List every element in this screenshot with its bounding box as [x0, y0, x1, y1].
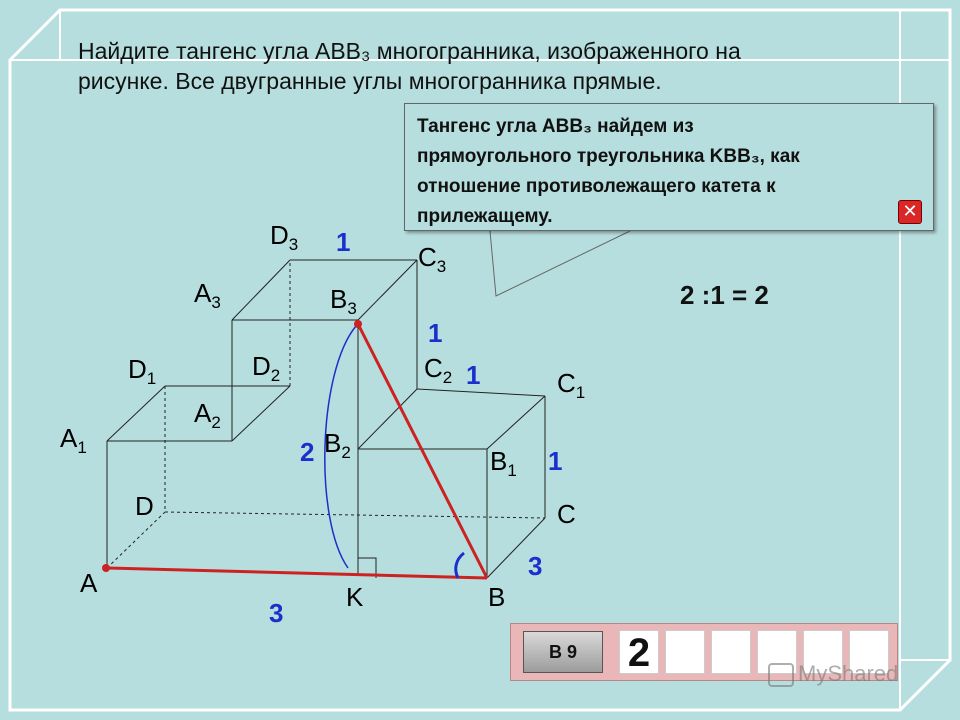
edge-length-c2c1: 1: [466, 360, 481, 390]
edge-a2-d2: [232, 386, 290, 441]
edge-length-b3c2: 1: [428, 318, 443, 348]
label-c3: $C_3$: [418, 242, 447, 276]
edge-b3-c3: [358, 260, 417, 320]
edge-length-ab: 3: [269, 598, 284, 628]
label-b3: $B_3$: [330, 284, 357, 318]
label-b1: $B_1$: [490, 446, 517, 480]
watermark: [768, 656, 928, 692]
edge-length-kb3: 2: [300, 437, 315, 467]
segment-ab: [107, 568, 487, 578]
result-text: 2 :1 = 2: [680, 280, 769, 310]
hint-line-4: прилежащему.: [417, 206, 553, 227]
answer-cell[interactable]: [665, 630, 705, 674]
label-d3: $D_3$: [270, 220, 299, 254]
edge-a3-d3: [232, 260, 290, 320]
hint-line-3: отношение противолежащего катета к: [417, 176, 776, 197]
label-a1: $A_1$: [60, 423, 87, 457]
edge-length-b1c: 1: [548, 446, 563, 476]
label-c1: $C_1$: [557, 368, 586, 402]
presentation-icon: [768, 663, 794, 687]
hidden-edge-d-c: [165, 512, 545, 518]
task-line-1: Найдите тангенс угла ABB₃ многогранника, изображенного на: [78, 38, 741, 64]
label-d2: $D_2$: [252, 351, 281, 385]
answer-cell[interactable]: 2: [619, 630, 659, 674]
point-b3-dot: [354, 320, 362, 328]
label-c: C: [557, 499, 576, 529]
label-b: B: [488, 582, 506, 612]
label-c2: $C_2$: [424, 353, 453, 387]
edge-a1-d1: [107, 386, 165, 441]
label-b2: $B_2$: [324, 428, 351, 462]
hint-line-1: Тангенс угла ABB₃ найдем из: [417, 116, 694, 137]
task-line-2: рисунке. Все двугранные углы многогранника прямые.: [78, 68, 662, 94]
label-d: D: [135, 491, 154, 521]
label-a3: $A_3$: [194, 278, 221, 312]
point-a-dot: [102, 564, 110, 572]
label-d1: $D_1$: [128, 354, 157, 388]
edge-length-bc: 3: [528, 551, 543, 581]
edge-length-top: 1: [336, 227, 351, 257]
hint-line-2: прямоугольного треугольника KBB₃, как: [417, 146, 800, 167]
edge-b2-c2: [358, 389, 417, 449]
answer-label: В 9: [523, 631, 603, 673]
edge-b1-c1: [487, 396, 545, 449]
label-k: K: [346, 582, 364, 612]
angle-arc-b: [456, 553, 464, 578]
answer-cell[interactable]: [711, 630, 751, 674]
label-a2: $A_2$: [194, 398, 221, 432]
edge-c2-c1: [417, 389, 545, 396]
label-a: A: [80, 568, 98, 598]
watermark-text: MyShared: [798, 661, 899, 686]
close-icon[interactable]: ✕: [898, 200, 922, 224]
